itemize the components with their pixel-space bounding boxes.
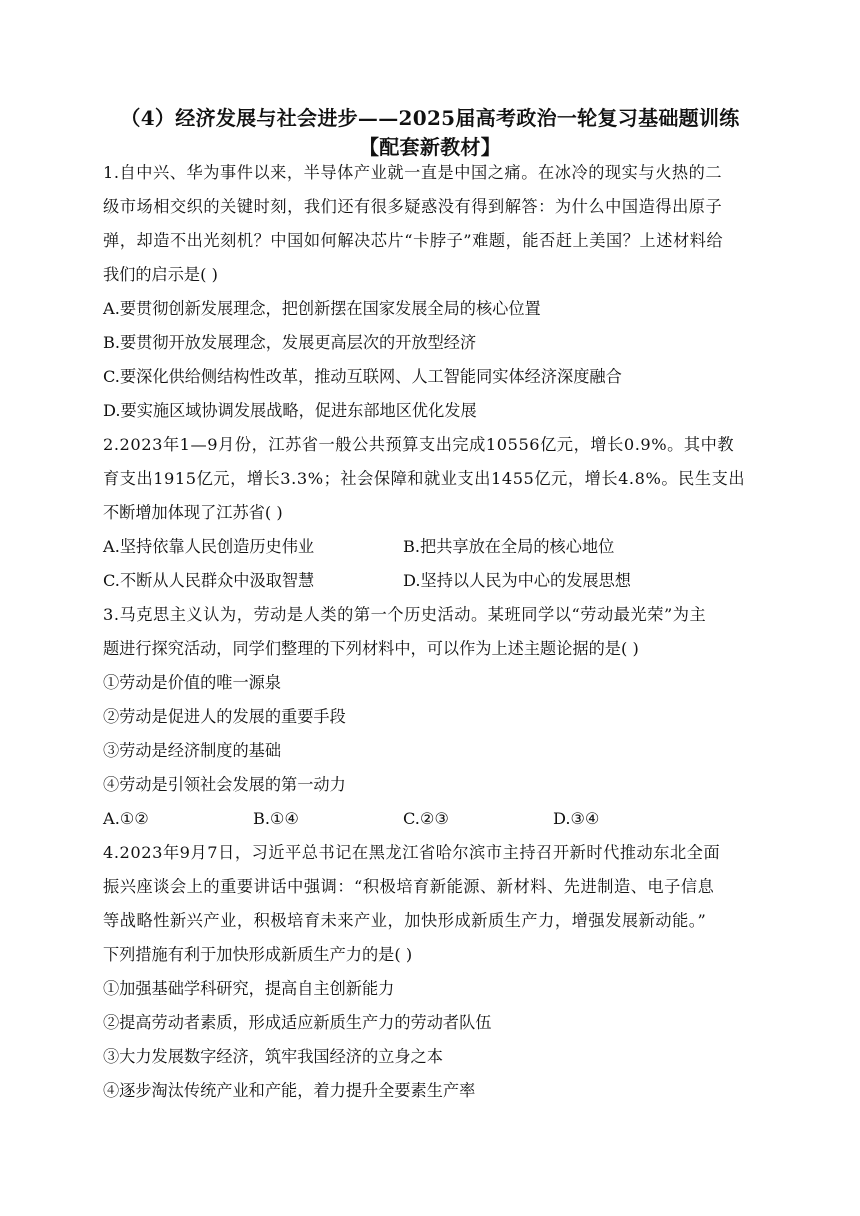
option-c: C.②③ [403, 809, 449, 828]
question-stem-line: 1.自中兴、华为事件以来，半导体产业就一直是中国之痛。在冰冷的现实与火热的二 [103, 163, 723, 182]
option-d: D.③④ [553, 809, 600, 828]
statement-item: ④逐步淘汰传统产业和产能，着力提升全要素生产率 [103, 1081, 476, 1100]
option-row [103, 564, 763, 598]
question-stem-line: 题进行探究活动，同学们整理的下列材料中，可以作为上述主题论据的是( ) [103, 639, 639, 658]
document-title: （4）经济发展与社会进步——2025届高考政治一轮复习基础题训练 [120, 106, 740, 130]
statement-item: ①加强基础学科研究，提高自主创新能力 [103, 979, 395, 998]
option-a: A.①② [103, 809, 149, 828]
question-stem-line: 3.马克思主义认为，劳动是人类的第一个历史活动。某班同学以“劳动最光荣”为主 [103, 605, 707, 624]
question-1 [103, 156, 763, 428]
question-list [103, 156, 763, 1108]
question-3 [103, 598, 763, 836]
option-b: B.①④ [253, 809, 300, 828]
question-stem-line: 我们的启示是( ) [103, 265, 218, 284]
question-stem-line: 4.2023年9月7日，习近平总书记在黑龙江省哈尔滨市主持召开新时代推动东北全面 [103, 843, 721, 862]
question-2 [103, 428, 763, 598]
question-stem-line: 弹，却造不出光刻机？中国如何解决芯片“卡脖子”难题，能否赶上美国？上述材料给 [103, 231, 724, 250]
option-d: D.要实施区域协调发展战略，促进东部地区优化发展 [103, 401, 477, 420]
question-stem-line: 不断增加体现了江苏省( ) [103, 503, 283, 522]
option-a: A.要贯彻创新发展理念，把创新摆在国家发展全局的核心位置 [103, 299, 541, 318]
option-b: B.要贯彻开放发展理念，发展更高层次的开放型经济 [103, 333, 477, 352]
question-stem-line: 下列措施有利于加快形成新质生产力的是( ) [103, 945, 413, 964]
document-subtitle: 【配套新教材】 [358, 135, 502, 159]
option-row [103, 530, 763, 564]
question-stem-line: 育支出1915亿元，增长3.3%；社会保障和就业支出1455亿元，增长4.8%。民生支出 [103, 469, 746, 488]
option-row [103, 802, 763, 836]
statement-item: ④劳动是引领社会发展的第一动力 [103, 775, 346, 794]
question-stem-line: 2.2023年1—9月份，江苏省一般公共预算支出完成10556亿元，增长0.9%。其中教 [103, 435, 735, 454]
question-stem-line: 等战略性新兴产业，积极培育未来产业，加快形成新质生产力，增强发展新动能。” [103, 911, 707, 930]
option-d: D.坚持以人民为中心的发展思想 [403, 571, 631, 590]
statement-item: ②劳动是促进人的发展的重要手段 [103, 707, 346, 726]
question-4 [103, 836, 763, 1108]
statement-item: ③大力发展数字经济，筑牢我国经济的立身之本 [103, 1047, 443, 1066]
question-stem-line: 振兴座谈会上的重要讲话中强调：“积极培育新能源、新材料、先进制造、电子信息 [103, 877, 715, 896]
statement-item: ②提高劳动者素质，形成适应新质生产力的劳动者队伍 [103, 1013, 492, 1032]
option-c: C.要深化供给侧结构性改革，推动互联网、人工智能同实体经济深度融合 [103, 367, 622, 386]
statement-item: ①劳动是价值的唯一源泉 [103, 673, 282, 692]
option-b: B.把共享放在全局的核心地位 [403, 537, 615, 556]
statement-item: ③劳动是经济制度的基础 [103, 741, 282, 760]
question-stem-line: 级市场相交织的关键时刻，我们还有很多疑惑没有得到解答：为什么中国造得出原子 [103, 197, 723, 216]
option-a: A.坚持依靠人民创造历史伟业 [103, 537, 315, 556]
option-c: C.不断从人民群众中汲取智慧 [103, 571, 315, 590]
